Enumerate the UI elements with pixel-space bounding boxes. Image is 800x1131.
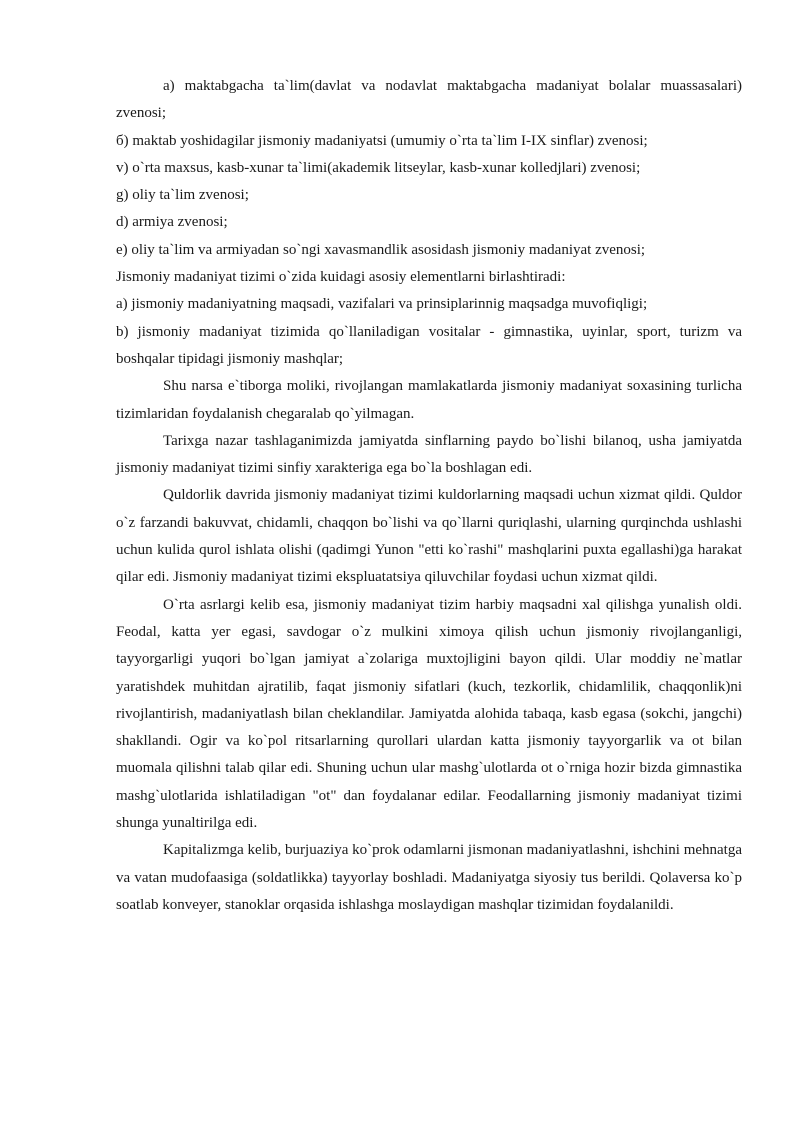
- paragraph-9: b) jismoniy madaniyat tizimida qo`llaniladigan vositalar - gimnastika, uyinlar, sport, turizm va boshqalar tipidagi jismoniy mashqlar;: [116, 323, 742, 367]
- paragraph-14: Kapitalizmga kelib, burjuaziya ko`prok odamlarni jismonan madaniyatlashni, ishchini mehnatga va vatan mudofaasiga (soldatlikka) tayyorlay boshladi. Madaniyatga siyosiy tus berildi. Qolaversa ko`p soatlab konveyer, stanoklar orqasida ishlashga moslaydigan mashqlar tizimidan foydalanildi.: [116, 842, 743, 913]
- paragraph-13: O`rta asrlargi kelib esa, jismoniy madaniyat tizim harbiy maqsadni xal qilishga yunalish oldi. Feodal, katta yer egasi, savdogar o`z mulkini ximoya qilish uchun jismoniy rivojlanganligi, tayyorgarligi yuqori bo`lgan jamiyat a`zolariga muxtojligini bayon qildi. Ular moddiy ne`matlar yaratishdek muhitdan ajratilib, faqat jismoniy sifatlari (kuch, tezkorlik, chidamlilik, chaqqonlik)ni rivojlantirish, madaniyatlash bilan cheklandilar. Jamiyatda alohida tabaqa, kasb egasa (sokchi, jangchi) shakllandi. Ogir va ko`pol ritsarlarning qurollari ulardan katta jismoniy tayyorgarlik va ot bilan muomala qilishni talab qilar edi. Shuning uchun ular mashg`ulotlarda ot o`rniga hozir bizda gimnastika mashg`ulotlarida ishlatiladigan "ot" dan foydalanar edilar. Feodallarning jismoniy madaniyat tizimi shunga yunaltirilga edi.: [116, 596, 742, 832]
- paragraph-6: e) oliy ta`lim va armiyadan so`ngi xavasmandlik asosidash jismoniy madaniyat zvenosi;: [116, 241, 646, 258]
- paragraph-12: Quldorlik davrida jismoniy madaniyat tizimi kuldorlarning maqsadi uchun xizmat qildi. Quldor o`z farzandi bakuvvat, chidamli, chaqqon bo`lishi va qo`llarni quriqlashi, ularning qurqinchda ushlashi uchun kulida qurol ishlata olishi (qadimgi Yunon "etti ko`rashi" mashqlarini puxta egallashi)ga harakat qilar edi. Jismoniy madaniyat tizimi ekspluatatsiya qiluvchilar foydasi uchun xizmat qildi.: [116, 487, 742, 586]
- paragraph-10: Shu narsa e`tiborga moliki, rivojlangan mamlakatlarda jismoniy madaniyat soxasining turlicha tizimlaridan foydalanish chegaralab qo`yilmagan.: [116, 378, 742, 422]
- paragraph-4: g) oliy ta`lim zvenosi;: [116, 187, 249, 204]
- paragraph-1: a) maktabgacha ta`lim(davlat va nodavlat maktabgacha madaniyat bolalar muassasalari) zvenosi;: [116, 78, 742, 122]
- paragraph-7: Jismoniy madaniyat tizimi o`zida kuidagi asosiy elementlarni birlashtiradi:: [116, 269, 566, 286]
- paragraph-11: Tarixga nazar tashlaganimizda jamiyatda sinflarning paydo bo`lishi bilanoq, usha jamiyatda jismoniy madaniyat tizimi sinfiy xarakteriga ega bo`la boshlagan edi.: [116, 432, 742, 477]
- paragraph-5: d) armiya zvenosi;: [116, 214, 228, 231]
- paragraph-2: б) maktab yoshidagilar jismoniy madaniyatsi (umumiy o`rta ta`lim I-IX sinflar) zvenosi;: [116, 132, 648, 149]
- document-page: [116, 73, 742, 919]
- paragraph-3: v) o`rta maxsus, kasb-xunar ta`limi(akademik litseylar, kasb-xunar kolledjlari) zvenosi;: [116, 159, 641, 176]
- paragraph-8: a) jismoniy madaniyatning maqsadi, vazifalari va prinsiplarinnig maqsadga muvofiqligi;: [116, 296, 648, 313]
